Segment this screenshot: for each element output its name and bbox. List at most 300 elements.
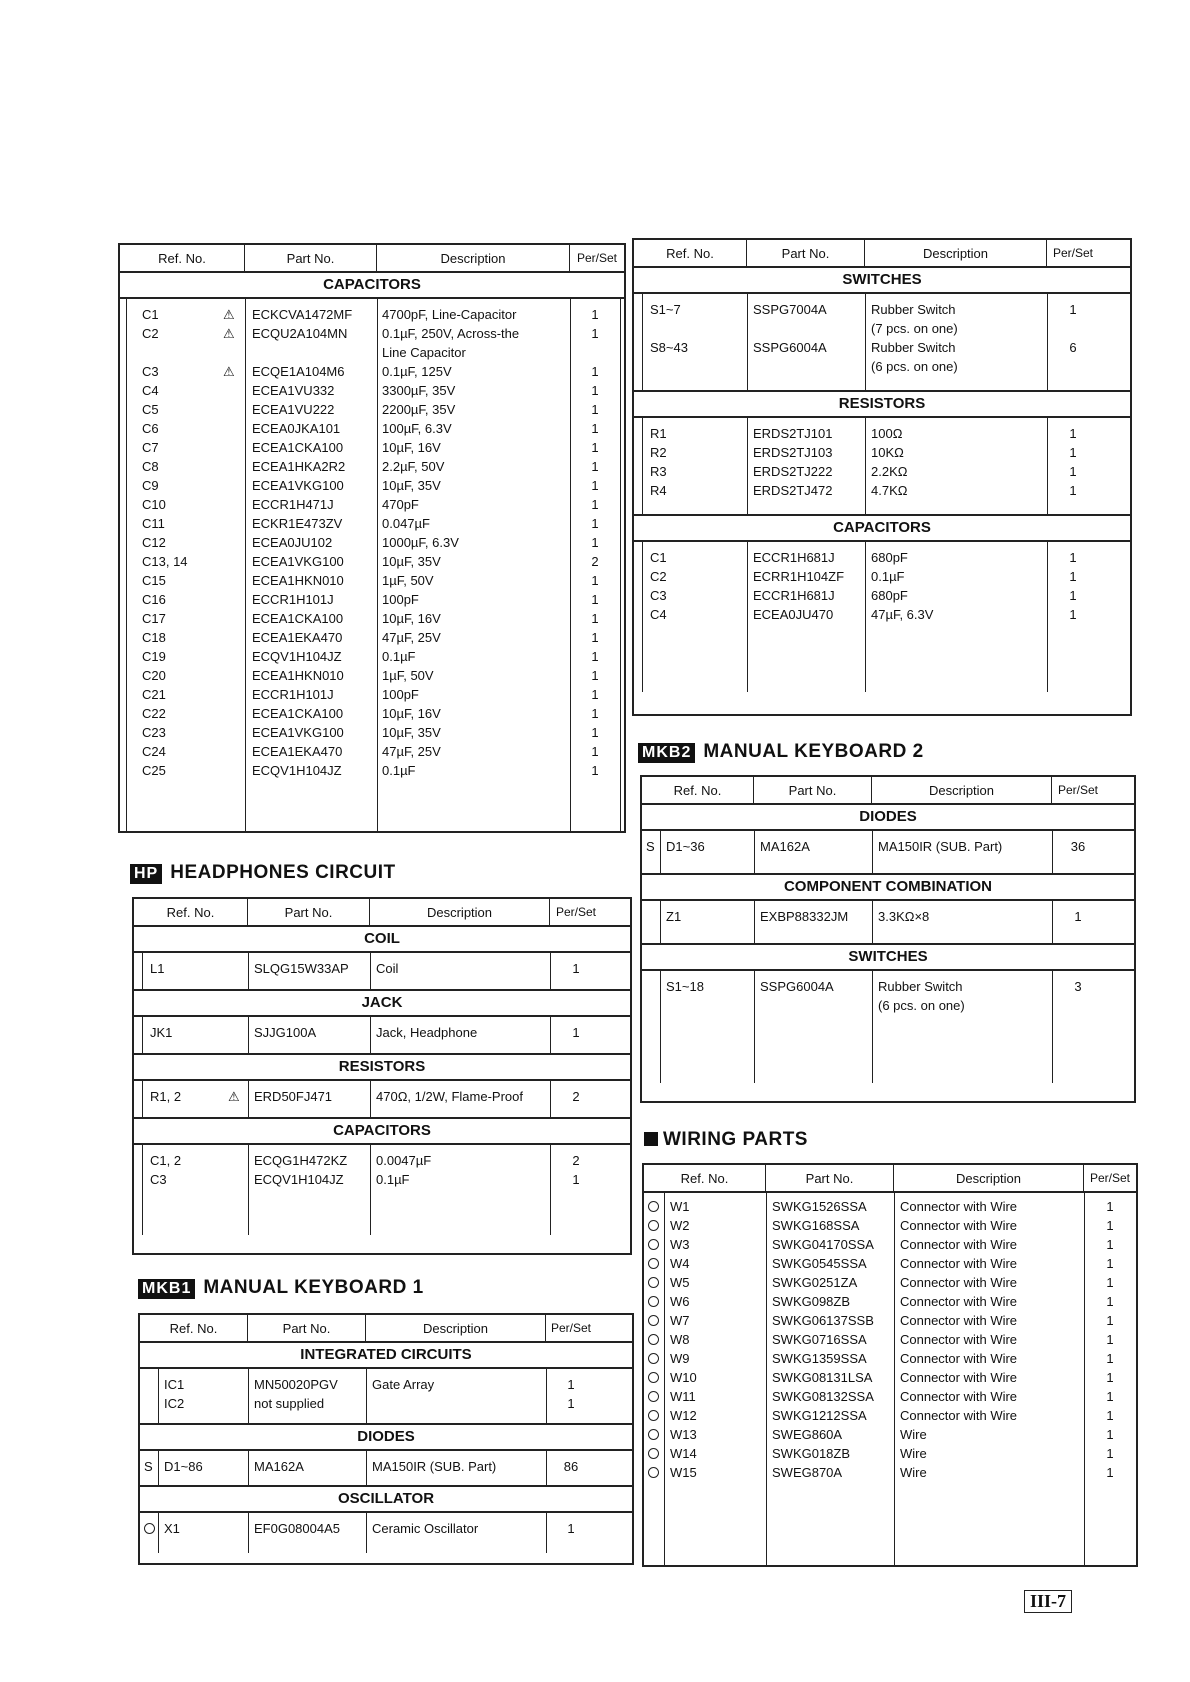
per-set: 1 (591, 763, 599, 778)
ref-no: C16 (142, 592, 166, 607)
table-row (634, 548, 1130, 567)
description: Connector with Wire (900, 1332, 1018, 1347)
col-part: Part No. (245, 245, 377, 271)
ref-no: R4 (650, 483, 667, 498)
ref-no: C4 (650, 607, 667, 622)
mkb2-table (640, 775, 1136, 1103)
per-set: 1 (1069, 588, 1077, 603)
per-set: 2 (572, 1153, 580, 1168)
ref-no: W8 (670, 1332, 690, 1347)
col-perset: Per/Set (1089, 1171, 1131, 1185)
section-title: CAPACITORS (120, 273, 624, 299)
table-body (134, 1081, 630, 1119)
table-row (634, 586, 1130, 605)
table-row (644, 1349, 1136, 1368)
table-row (634, 443, 1130, 462)
part-no: ECEA0JU102 (252, 535, 333, 550)
table-body (140, 1513, 632, 1553)
ref-no: C18 (142, 630, 166, 645)
ref-no: W5 (670, 1275, 690, 1290)
description: 100pF (382, 592, 419, 607)
ref-no: C9 (142, 478, 159, 493)
description: 0.0047µF (376, 1153, 432, 1168)
per-set: 1 (591, 421, 599, 436)
per-set: 1 (1106, 1275, 1114, 1290)
per-set: 1 (1106, 1408, 1114, 1423)
table-row (140, 1457, 632, 1476)
per-set: 1 (1106, 1427, 1114, 1442)
per-set: 1 (572, 1172, 580, 1187)
per-set: 1 (591, 573, 599, 588)
table-row (634, 481, 1130, 500)
table-row (634, 605, 1130, 624)
description: Connector with Wire (900, 1218, 1018, 1233)
part-no: SWKG1359SSA (772, 1351, 867, 1366)
table-row (140, 1394, 632, 1413)
description: Coil (376, 961, 399, 976)
ref-no: R2 (650, 445, 667, 460)
ref-no: Z1 (666, 909, 682, 924)
part-no: SWKG0251ZA (772, 1275, 858, 1290)
table-row (644, 1197, 1136, 1216)
table-row (120, 628, 624, 647)
per-set: 1 (591, 478, 599, 493)
per-set: 36 (1070, 839, 1086, 854)
description: Wire (900, 1427, 927, 1442)
part-no: ECQU2A104MN (252, 326, 348, 341)
table-row (120, 438, 624, 457)
ref-no: W7 (670, 1313, 690, 1328)
col-ref: Ref. No. (134, 899, 248, 925)
part-no: SWKG08132SSA (772, 1389, 874, 1404)
part-no: ECCR1H681J (753, 550, 835, 565)
col-ref: Ref. No. (634, 240, 747, 266)
table-row (120, 305, 624, 324)
ref-no: W1 (670, 1199, 690, 1214)
ref-no: C20 (142, 668, 166, 683)
col-ref: Ref. No. (120, 245, 245, 271)
description: 1µF, 50V (382, 573, 434, 588)
warning-triangle-icon: ⚠ (223, 326, 235, 341)
table-body (140, 1369, 632, 1425)
part-no: SWKG1212SSA (772, 1408, 867, 1423)
part-no: ERDS2TJ222 (753, 464, 833, 479)
warning-triangle-icon: ⚠ (223, 364, 235, 379)
table-row (644, 1235, 1136, 1254)
per-set: 1 (591, 630, 599, 645)
part-no: SWKG098ZB (772, 1294, 851, 1309)
per-set: 1 (1069, 607, 1077, 622)
section-title: RESISTORS (134, 1055, 630, 1081)
table-row (644, 1254, 1136, 1273)
table-row (120, 533, 624, 552)
description: 2200µF, 35V (382, 402, 456, 417)
table-body (120, 299, 624, 831)
right-top-table (632, 238, 1132, 716)
part-no: EF0G08004A5 (254, 1521, 341, 1536)
table-row (642, 977, 1134, 996)
description: Rubber Switch (878, 979, 963, 994)
rows (120, 305, 624, 780)
part-no: ECEA1HKN010 (252, 668, 344, 683)
table-body (140, 1451, 632, 1487)
description: Connector with Wire (900, 1199, 1018, 1214)
table-row (120, 761, 624, 780)
per-set: 1 (567, 1377, 575, 1392)
table-row (644, 1444, 1136, 1463)
table-row (634, 338, 1130, 357)
description: 0.1µF (871, 569, 905, 584)
per-set: 3 (1074, 979, 1082, 994)
table-row (120, 571, 624, 590)
table-body (134, 953, 630, 991)
ref-no: R3 (650, 464, 667, 479)
part-no: ECEA1HKN010 (252, 573, 344, 588)
rows (644, 1197, 1136, 1482)
per-set: 1 (572, 961, 580, 976)
part-no: ERDS2TJ101 (753, 426, 833, 441)
table-body (642, 831, 1134, 875)
description: Connector with Wire (900, 1351, 1018, 1366)
part-no: ECCR1H681J (753, 588, 835, 603)
col-perset: Per/Set (1057, 783, 1099, 797)
per-set: 1 (591, 611, 599, 626)
table-row (120, 685, 624, 704)
description: (6 pcs. on one) (871, 359, 958, 374)
per-set: 1 (1106, 1199, 1114, 1214)
table-row (120, 609, 624, 628)
table-row (642, 837, 1134, 856)
section-title: RESISTORS (634, 392, 1130, 418)
col-desc: Description (872, 777, 1052, 803)
description: MA150IR (SUB. Part) (372, 1459, 497, 1474)
table-row (644, 1216, 1136, 1235)
description: Connector with Wire (900, 1294, 1018, 1309)
ref-no: C1 (650, 550, 667, 565)
table-row (634, 300, 1130, 319)
per-set: 1 (591, 459, 599, 474)
ref-no: C10 (142, 497, 166, 512)
part-no: ECEA1EKA470 (252, 630, 343, 645)
per-set: 1 (591, 592, 599, 607)
description: Wire (900, 1465, 927, 1480)
table-header (634, 240, 1130, 268)
part-no: ECEA1CKA100 (252, 440, 344, 455)
per-set: 1 (1106, 1465, 1114, 1480)
description: 1µF, 50V (382, 668, 434, 683)
sub-part-mark: S (144, 1459, 153, 1474)
part-no: MA162A (760, 839, 810, 854)
table-row (120, 400, 624, 419)
table-body (644, 1193, 1136, 1565)
mkb1-title-text: MANUAL KEYBOARD 1 (203, 1277, 424, 1298)
description: 10µF, 35V (382, 554, 441, 569)
section-title: SWITCHES (634, 268, 1130, 294)
part-no: EXBP88332JM (760, 909, 849, 924)
table-header (134, 899, 630, 927)
per-set: 1 (1069, 569, 1077, 584)
description: 2.2µF, 50V (382, 459, 445, 474)
per-set: 1 (1106, 1332, 1114, 1347)
description: 0.1µF (382, 763, 416, 778)
ref-no: S1~7 (650, 302, 681, 317)
per-set: 1 (1074, 909, 1082, 924)
mkb1-table (138, 1313, 634, 1565)
table-row (644, 1273, 1136, 1292)
mkb1-title (138, 1277, 424, 1299)
per-set: 1 (567, 1396, 575, 1411)
part-no: SWKG018ZB (772, 1446, 851, 1461)
ref-no: C3 (150, 1172, 167, 1187)
ref-no: C15 (142, 573, 166, 588)
description: 10µF, 16V (382, 611, 441, 626)
ref-no: C21 (142, 687, 166, 702)
section-title: SWITCHES (642, 945, 1134, 971)
ref-no: JK1 (150, 1025, 173, 1040)
part-no: SJJG100A (254, 1025, 317, 1040)
part-no: ECCR1H101J (252, 592, 334, 607)
col-ref: Ref. No. (644, 1165, 766, 1191)
section-title: CAPACITORS (634, 516, 1130, 542)
part-no: ECCR1H471J (252, 497, 334, 512)
per-set: 1 (591, 668, 599, 683)
part-no: ECEA1VU222 (252, 402, 335, 417)
table-body (134, 1017, 630, 1055)
table-row (120, 590, 624, 609)
table-body (134, 1145, 630, 1235)
col-desc: Description (377, 245, 570, 271)
description: 4.7KΩ (871, 483, 908, 498)
square-bullet-icon (644, 1132, 658, 1146)
per-set: 1 (591, 497, 599, 512)
description: Connector with Wire (900, 1389, 1018, 1404)
description: 470pF (382, 497, 419, 512)
mkb2-title (638, 741, 924, 763)
per-set: 1 (1106, 1294, 1114, 1309)
per-set: 1 (1106, 1237, 1114, 1252)
table-row (642, 907, 1134, 926)
warning-triangle-icon: ⚠ (228, 1089, 240, 1104)
per-set: 1 (1106, 1370, 1114, 1385)
part-no: ECEA0JKA101 (252, 421, 341, 436)
per-set: 1 (1106, 1313, 1114, 1328)
hp-tag: HP (130, 864, 162, 884)
per-set: 1 (591, 364, 599, 379)
per-set: 2 (591, 554, 599, 569)
part-no: SSPG6004A (760, 979, 834, 994)
table-row (120, 419, 624, 438)
description: Line Capacitor (382, 345, 466, 360)
ref-no: W12 (670, 1408, 697, 1423)
table-row (120, 514, 624, 533)
description: 0.1µF (376, 1172, 410, 1187)
per-set: 1 (591, 706, 599, 721)
description: 3.3KΩ×8 (878, 909, 930, 924)
description: 4700pF, Line-Capacitor (382, 307, 517, 322)
ref-no: C7 (142, 440, 159, 455)
per-set: 1 (591, 440, 599, 455)
section-title: DIODES (140, 1425, 632, 1451)
description: 47µF, 6.3V (871, 607, 934, 622)
table-row (644, 1311, 1136, 1330)
description: Connector with Wire (900, 1275, 1018, 1290)
section-title: DIODES (642, 805, 1134, 831)
ref-no: S8~43 (650, 340, 688, 355)
table-row (634, 319, 1130, 338)
table-row (644, 1387, 1136, 1406)
table-row (120, 381, 624, 400)
part-no: ECEA0JU470 (753, 607, 834, 622)
hp-title (130, 862, 396, 884)
description: Jack, Headphone (376, 1025, 478, 1040)
per-set: 1 (1106, 1389, 1114, 1404)
ref-no: C22 (142, 706, 166, 721)
ref-no: W4 (670, 1256, 690, 1271)
main-capacitors-table (118, 243, 626, 833)
part-no: MA162A (254, 1459, 304, 1474)
ref-no: S1~18 (666, 979, 704, 994)
description: Gate Array (372, 1377, 435, 1392)
ref-no: C3 (142, 364, 159, 379)
table-row (644, 1368, 1136, 1387)
col-desc: Description (370, 899, 550, 925)
ref-no: IC1 (164, 1377, 185, 1392)
ref-no: W15 (670, 1465, 697, 1480)
per-set: 1 (1106, 1256, 1114, 1271)
col-ref: Ref. No. (642, 777, 754, 803)
sub-part-mark: S (646, 839, 655, 854)
part-no: SWEG860A (772, 1427, 843, 1442)
per-set: 1 (591, 725, 599, 740)
ref-no: W2 (670, 1218, 690, 1233)
ref-no: C12 (142, 535, 166, 550)
per-set: 1 (591, 535, 599, 550)
description: 470Ω, 1/2W, Flame-Proof (376, 1089, 523, 1104)
per-set: 1 (1069, 464, 1077, 479)
description: 47µF, 25V (382, 744, 441, 759)
per-set: 1 (591, 649, 599, 664)
col-perset: Per/Set (576, 251, 618, 265)
description: 10µF, 16V (382, 440, 441, 455)
part-no: ECQE1A104M6 (252, 364, 345, 379)
mkb2-title-text: MANUAL KEYBOARD 2 (703, 741, 924, 762)
part-no: SWKG0545SSA (772, 1256, 867, 1271)
table-row (140, 1375, 632, 1394)
table-row (120, 742, 624, 761)
section-title: OSCILLATOR (140, 1487, 632, 1513)
page-number: III-7 (1024, 1590, 1072, 1613)
description: Connector with Wire (900, 1256, 1018, 1271)
per-set: 1 (591, 383, 599, 398)
per-set: 1 (591, 687, 599, 702)
part-no: SWKG0716SSA (772, 1332, 867, 1347)
part-no: SWKG168SSA (772, 1218, 860, 1233)
ref-no: C1 (142, 307, 159, 322)
part-no: ECRR1H104ZF (753, 569, 845, 584)
ref-no: C8 (142, 459, 159, 474)
part-no: ECKCVA1472MF (252, 307, 353, 322)
mkb2-tag: MKB2 (638, 743, 695, 763)
wiring-title (644, 1129, 808, 1151)
description: Connector with Wire (900, 1313, 1018, 1328)
wiring-table (642, 1163, 1138, 1567)
per-set: 1 (591, 744, 599, 759)
ref-no: W10 (670, 1370, 697, 1385)
table-header (644, 1165, 1136, 1193)
part-no: SSPG6004A (753, 340, 827, 355)
table-row (120, 324, 624, 343)
part-no: SWKG08131LSA (772, 1370, 873, 1385)
ref-no: W6 (670, 1294, 690, 1309)
ref-no: C4 (142, 383, 159, 398)
table-body (634, 418, 1130, 516)
ref-no: C5 (142, 402, 159, 417)
ref-no: C24 (142, 744, 166, 759)
ref-no: C17 (142, 611, 166, 626)
description: 100pF (382, 687, 419, 702)
ref-no: C19 (142, 649, 166, 664)
description: 10KΩ (871, 445, 904, 460)
part-no: not supplied (254, 1396, 325, 1411)
part-no: SLQG15W33AP (254, 961, 349, 976)
table-row (120, 362, 624, 381)
table-row (120, 666, 624, 685)
part-no: ECQG1H472KZ (254, 1153, 348, 1168)
per-set: 1 (1069, 483, 1077, 498)
description: 680pF (871, 550, 908, 565)
per-set: 1 (1069, 445, 1077, 460)
part-no: ERDS2TJ103 (753, 445, 833, 460)
part-no: SWKG06137SSB (772, 1313, 874, 1328)
description: 0.1µF, 125V (382, 364, 452, 379)
description: Connector with Wire (900, 1237, 1018, 1252)
part-no: SWKG04170SSA (772, 1237, 874, 1252)
ref-no: W3 (670, 1237, 690, 1252)
table-row (134, 1023, 630, 1042)
description: 100µF, 6.3V (382, 421, 452, 436)
ref-no: R1, 2 (150, 1089, 182, 1104)
ref-no: C2 (142, 326, 159, 341)
table-body (642, 971, 1134, 1083)
per-set: 1 (591, 307, 599, 322)
part-no: ECEA1CKA100 (252, 706, 344, 721)
description: 47µF, 25V (382, 630, 441, 645)
section-title: COIL (134, 927, 630, 953)
section-title: CAPACITORS (134, 1119, 630, 1145)
description: 680pF (871, 588, 908, 603)
description: 100Ω (871, 426, 903, 441)
part-no: ECCR1H101J (252, 687, 334, 702)
table-row (634, 462, 1130, 481)
table-row (120, 552, 624, 571)
part-no: SWEG870A (772, 1465, 843, 1480)
description: 10µF, 16V (382, 706, 441, 721)
ref-no: X1 (164, 1521, 180, 1536)
description: 10µF, 35V (382, 478, 441, 493)
table-row (140, 1519, 632, 1538)
col-ref: Ref. No. (140, 1315, 248, 1341)
part-no: MN50020PGV (254, 1377, 338, 1392)
ref-no: C13, 14 (142, 554, 188, 569)
table-row (120, 723, 624, 742)
hp-table (132, 897, 632, 1255)
description: Ceramic Oscillator (372, 1521, 479, 1536)
part-no: ECEA1EKA470 (252, 744, 343, 759)
per-set: 1 (1069, 426, 1077, 441)
per-set: 1 (1106, 1446, 1114, 1461)
table-header (642, 777, 1134, 805)
table-row (120, 647, 624, 666)
